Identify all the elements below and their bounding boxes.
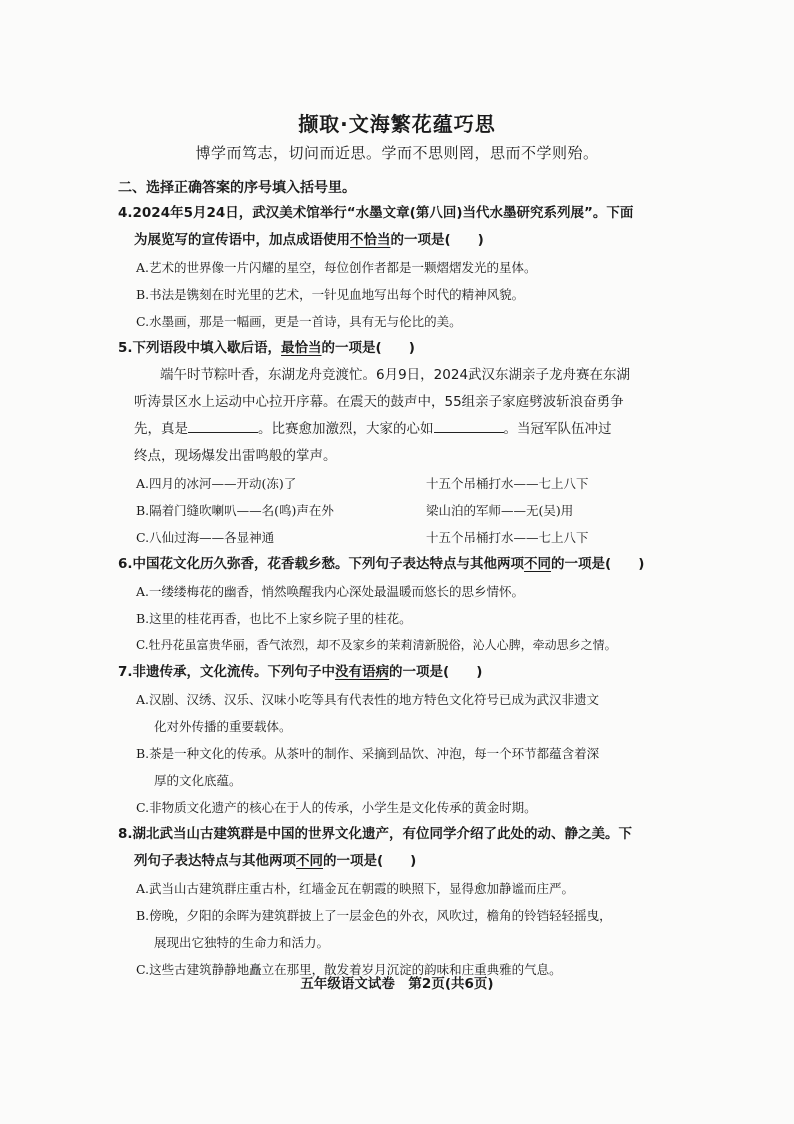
answer-blank-1[interactable] xyxy=(188,417,258,433)
question-8 xyxy=(118,821,678,875)
q5-passage-line-3 xyxy=(134,416,678,443)
q7-keyword: 没有语病 xyxy=(335,664,390,680)
q8-option-c: C.这些古建筑静静地矗立在那里，散发着岁月沉淀的韵味和庄重典雅的气息。 xyxy=(136,962,562,977)
q5-option-b-right: 梁山泊的军师——无(吴)用 xyxy=(426,503,574,518)
q5-option-a-right: 十五个吊桶打水——七上八下 xyxy=(426,476,589,491)
q5-passage-line-1: 端午时节粽叶香，东湖龙舟竞渡忙。6月9日，2024武汉东湖亲子龙舟赛在东湖 xyxy=(160,367,631,383)
q5-option-c-left: C.八仙过海——各显神通 xyxy=(136,530,275,545)
q7-option-b-line-2: 厚的文化底蕴。 xyxy=(154,773,242,788)
q6-stem xyxy=(118,551,678,578)
q8-stem-text: 列句子表达特点与其他两项 xyxy=(134,853,296,869)
q4-stem-line-1: 4.2024年5月24日，武汉美术馆举行“水墨文章(第八回)当代水墨研究系列展”。下面 xyxy=(118,205,634,221)
q7-stem-end: 的一项是( ) xyxy=(389,664,483,680)
page-footer: 五年级语文试卷 第2页(共6页) xyxy=(300,976,494,992)
q8-option-a: A.武当山古建筑群庄重古朴，红墙金瓦在朝霞的映照下，显得愈加静谧而庄严。 xyxy=(136,881,575,896)
q6-keyword: 不同 xyxy=(524,556,552,572)
q4-stem-end: 的一项是( ) xyxy=(390,232,484,248)
q6-option-a: A.一缕缕梅花的幽香，悄然唤醒我内心深处最温暖而悠长的思乡情怀。 xyxy=(136,584,525,599)
q4-stem-text: 为展览写的宣传语中，加点成语使用 xyxy=(134,232,350,248)
q5-passage-line-2: 听涛景区水上运动中心拉开序幕。在震天的鼓声中，55组亲子家庭劈波斩浪奋勇争 xyxy=(134,394,624,410)
q5-passage xyxy=(118,362,678,470)
q7-option-b-line-1: B.茶是一种文化的传承。从茶叶的制作、采摘到品饮、冲泡，每一个环节都蕴含着深 xyxy=(136,746,600,761)
q7-option-a-line-2: 化对外传播的重要载体。 xyxy=(154,719,292,734)
q4-stem-line-2 xyxy=(118,227,678,254)
q5-option-a xyxy=(118,470,678,497)
q5-passage-line-4: 终点，现场爆发出雷鸣般的掌声。 xyxy=(134,448,337,464)
q6-option-c: C.牡丹花虽富贵华丽，香气浓烈，却不及家乡的茉莉清新脱俗，沁人心脾，牵动思乡之情。 xyxy=(136,638,617,652)
q6-stem-end: 的一项是( ) xyxy=(551,556,645,572)
q5-option-b-left: B.隔着门缝吹喇叭——名(鸣)声在外 xyxy=(136,503,334,518)
question-4 xyxy=(118,200,678,254)
q5-option-c xyxy=(118,524,678,551)
q5-stem-end: 的一项是( ) xyxy=(321,340,415,356)
q5-passage-text: 。当冠军队伍冲过 xyxy=(503,421,612,437)
question-7 xyxy=(118,659,678,686)
q7-option-a-line-1: A.汉剧、汉绣、汉乐、汉味小吃等具有代表性的地方特色文化符号已成为武汉非遗文 xyxy=(136,692,600,707)
q5-passage-text: 。比赛愈加激烈，大家的心如 xyxy=(258,421,434,437)
section-heading: 二、选择正确答案的序号填入括号里。 xyxy=(118,180,356,196)
q4-option-c: C.水墨画，那是一幅画，更是一首诗，具有无与伦比的美。 xyxy=(136,314,462,329)
q8-option-b-line-1: B.傍晚，夕阳的余晖为建筑群披上了一层金色的外衣，风吹过，檐角的铃铛轻轻摇曳， xyxy=(136,908,612,923)
question-section xyxy=(118,176,678,983)
question-6 xyxy=(118,551,678,578)
q4-keyword: 不恰当 xyxy=(350,232,391,248)
q6-stem-text: 6.中国花文化历久弥香，花香载乡愁。下列句子表达特点与其他两项 xyxy=(118,556,525,572)
answer-blank-2[interactable] xyxy=(434,417,504,433)
q8-stem-line-2 xyxy=(118,848,678,875)
q5-keyword: 最恰当 xyxy=(281,340,322,356)
q5-option-b xyxy=(118,497,678,524)
q7-option-c: C.非物质文化遗产的核心在于人的传承，小学生是文化传承的黄金时期。 xyxy=(136,800,537,815)
q5-passage-text: 先，真是 xyxy=(134,421,188,437)
q8-option-b-line-2: 展现出它独特的生命力和活力。 xyxy=(154,935,330,950)
q8-stem-line-1: 8.湖北武当山古建筑群是中国的世界文化遗产，有位同学介绍了此处的动、静之美。下 xyxy=(118,826,633,842)
q5-option-c-right: 十五个吊桶打水——七上八下 xyxy=(426,530,589,545)
q7-stem xyxy=(118,659,678,686)
q8-stem-end: 的一项是( ) xyxy=(323,853,417,869)
page-title: 撷取·文海繁花蕴巧思 xyxy=(298,112,496,136)
q5-option-a-left: A.四月的冰河——开动(冻)了 xyxy=(136,476,297,491)
q5-stem xyxy=(118,335,678,362)
motto: 博学而笃志，切问而近思。学而不思则罔，思而不学则殆。 xyxy=(195,144,599,162)
q4-option-a: A.艺术的世界像一片闪耀的星空，每位创作者都是一颗熠熠发光的星体。 xyxy=(136,260,537,275)
q6-option-b: B.这里的桂花再香，也比不上家乡院子里的桂花。 xyxy=(136,611,412,626)
q8-keyword: 不同 xyxy=(296,853,323,869)
q4-option-b: B.书法是镌刻在时光里的艺术，一针见血地写出每个时代的精神风貌。 xyxy=(136,287,525,302)
q7-stem-text: 7.非遗传承，文化流传。下列句子中 xyxy=(118,664,336,680)
question-5 xyxy=(118,335,678,362)
q5-stem-text: 5.下列语段中填入歇后语， xyxy=(118,340,282,356)
